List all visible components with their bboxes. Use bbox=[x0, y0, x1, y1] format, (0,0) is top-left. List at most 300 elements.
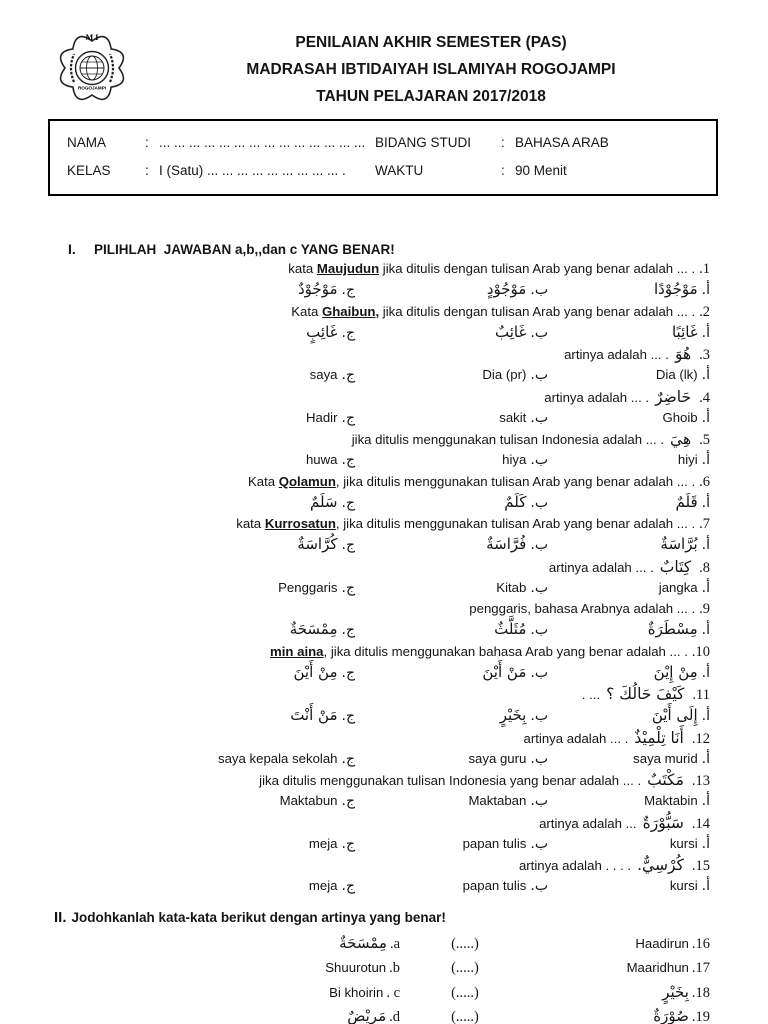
option-c bbox=[60, 322, 355, 344]
option-c-letter: .ج bbox=[341, 750, 355, 767]
option-a-letter: .أ bbox=[701, 452, 710, 468]
options-row bbox=[60, 578, 710, 599]
option-b bbox=[355, 705, 548, 727]
option-b bbox=[355, 534, 548, 556]
question-line bbox=[60, 387, 710, 408]
match-number: .16 bbox=[691, 935, 710, 952]
document-header bbox=[48, 28, 718, 113]
match-option-letter: . c bbox=[386, 984, 400, 1001]
question-number: .12 bbox=[691, 730, 710, 747]
option-a-text: kursi bbox=[669, 878, 698, 893]
match-answer-blank: (.....) bbox=[451, 1009, 479, 1024]
option-c-text: مَنْ أَنْتَ bbox=[290, 706, 338, 724]
option-c-letter: .ج bbox=[341, 494, 355, 511]
option-a-text: Dia (lk) bbox=[655, 367, 698, 382]
nama-colon: : bbox=[145, 135, 149, 150]
question-number: .15 bbox=[691, 858, 710, 874]
match-numbered-item bbox=[530, 981, 710, 1006]
question-block bbox=[60, 684, 710, 727]
kelas-label: KELAS bbox=[67, 163, 111, 178]
question-text-post: artinya adalah ... bbox=[539, 815, 637, 831]
option-b-letter: .ب bbox=[530, 664, 548, 681]
match-option-item bbox=[60, 956, 400, 981]
option-b-letter: .ب bbox=[530, 622, 548, 638]
option-a bbox=[548, 834, 710, 855]
question-block bbox=[60, 599, 710, 641]
waktu-value: 90 Menit bbox=[515, 163, 567, 178]
option-b-text: sakit bbox=[499, 409, 527, 425]
option-c bbox=[60, 534, 355, 556]
question-number: .13 bbox=[691, 773, 710, 789]
option-c-letter: .ج bbox=[341, 282, 355, 298]
section-1-heading bbox=[60, 241, 710, 257]
section-1-title: PILIHLAH JAWABAN a,b,,dan c YANG BENAR! bbox=[94, 242, 395, 257]
question-text bbox=[469, 599, 695, 619]
option-c-text: Hadir bbox=[305, 409, 338, 425]
options-row bbox=[60, 876, 710, 897]
question-text-post: penggaris, bahasa Arabnya adalah ... . bbox=[469, 601, 696, 616]
option-c-text: كُرَّاسَةٌ bbox=[297, 535, 338, 553]
option-c-text: غَائِبٍ bbox=[306, 322, 338, 341]
match-number: .17 bbox=[691, 960, 710, 976]
option-a-letter: .أ bbox=[701, 494, 710, 511]
question-block bbox=[60, 472, 710, 514]
option-a-letter: .أ bbox=[701, 409, 710, 426]
question-line bbox=[60, 684, 710, 705]
option-b-text: hiya bbox=[502, 452, 527, 467]
option-c-letter: .ج bbox=[341, 622, 355, 638]
option-c bbox=[60, 365, 355, 386]
question-arabic-term: أَنَا تِلْمِيْذٌ bbox=[634, 728, 684, 747]
option-c-text: Penggaris bbox=[278, 579, 338, 595]
option-c-text: meja bbox=[308, 878, 338, 893]
section-2-heading bbox=[54, 909, 710, 926]
option-a-letter: .أ bbox=[701, 324, 710, 341]
question-line bbox=[60, 599, 710, 619]
question-line bbox=[60, 813, 710, 834]
option-c bbox=[60, 450, 355, 471]
option-c bbox=[60, 834, 355, 855]
question-text-post: jika ditulis menggunakan tulisan Indonesia adalah ... . bbox=[351, 432, 665, 447]
question-text-post: , jika ditulis menggunakan tulisan Arab yang benar adalah ... . bbox=[335, 516, 696, 531]
question-keyword: Qolamun bbox=[278, 473, 336, 489]
section-2-numeral: II. bbox=[54, 908, 67, 926]
kelas-colon: : bbox=[145, 163, 149, 178]
question-text bbox=[352, 430, 664, 450]
option-b bbox=[355, 578, 548, 599]
school-logo-emblem bbox=[48, 28, 136, 108]
title-line-1: PENILAIAN AKHIR SEMESTER (PAS) bbox=[295, 34, 567, 51]
option-b-letter: .ب bbox=[530, 452, 548, 468]
match-numbered-item bbox=[530, 1005, 710, 1024]
option-a bbox=[548, 322, 710, 344]
option-b-letter: .ب bbox=[530, 878, 548, 894]
question-line bbox=[60, 429, 710, 450]
question-number: .14 bbox=[691, 815, 710, 832]
option-c-text: مِنْ أَيْنَ bbox=[293, 662, 338, 681]
option-b-letter: .ب bbox=[530, 835, 548, 852]
logo-top-text: M I bbox=[85, 33, 99, 42]
option-a-letter: .أ bbox=[701, 579, 710, 596]
options-row bbox=[60, 450, 710, 471]
option-a-letter: .أ bbox=[701, 537, 710, 553]
question-arabic-term: كَيْفَ حَالُكَ ؟ bbox=[606, 685, 685, 703]
match-answer-blank: (.....) bbox=[451, 984, 479, 1001]
question-text bbox=[270, 642, 688, 662]
question-text bbox=[582, 685, 600, 705]
question-block bbox=[60, 813, 710, 855]
question-text bbox=[236, 514, 695, 534]
option-a-letter: .أ bbox=[701, 878, 710, 894]
match-option-text: مِمْسَحَةٌ bbox=[339, 933, 387, 952]
option-a-letter: .أ bbox=[701, 708, 710, 724]
option-b-letter: .ب bbox=[530, 793, 548, 809]
option-b bbox=[355, 619, 548, 641]
options-row bbox=[60, 791, 710, 812]
question-text-pre: Kata bbox=[291, 303, 322, 319]
option-b-text: Dia (pr) bbox=[482, 367, 527, 382]
option-b bbox=[355, 749, 548, 770]
document-title-block bbox=[144, 28, 718, 113]
bidang-colon: : bbox=[501, 135, 505, 150]
question-block bbox=[60, 855, 710, 897]
question-keyword: Kurrosatun bbox=[264, 516, 336, 531]
question-text bbox=[259, 771, 641, 791]
question-number: .6 bbox=[699, 473, 710, 490]
option-c-letter: .ج bbox=[341, 537, 355, 553]
matching-row bbox=[60, 1005, 710, 1024]
kelas-value: I (Satu) ... ... ... ... ... ... ... ... ... . bbox=[159, 163, 346, 178]
question-text-post: artinya adalah ... . bbox=[548, 559, 654, 575]
section-2-title: Jodohkanlah kata-kata berikut dengan artinya yang benar! bbox=[71, 909, 446, 925]
option-c-text: saya kepala sekolah bbox=[218, 750, 338, 766]
option-c-text: saya bbox=[309, 367, 338, 382]
options-row bbox=[60, 322, 710, 344]
option-b-letter: .ب bbox=[530, 324, 548, 341]
option-b-text: papan tulis bbox=[462, 878, 527, 893]
options-row bbox=[60, 749, 710, 770]
option-c bbox=[60, 749, 355, 770]
option-b-letter: .ب bbox=[530, 409, 548, 426]
question-number: .9 bbox=[699, 601, 710, 617]
question-text-post: jika ditulis dengan tulisan Arab yang benar adalah ... . bbox=[379, 303, 696, 319]
question-line bbox=[60, 472, 710, 492]
question-text bbox=[539, 814, 637, 834]
question-keyword: Ghaibun, bbox=[321, 303, 380, 319]
option-c-text: Maktabun bbox=[279, 793, 338, 808]
match-option-item bbox=[60, 932, 400, 957]
option-b-letter: .ب bbox=[530, 282, 548, 298]
match-option-letter: .b bbox=[389, 960, 400, 976]
match-number: .18 bbox=[691, 984, 710, 1001]
option-c-letter: .ج bbox=[341, 708, 355, 724]
question-number: .8 bbox=[699, 559, 710, 576]
option-a bbox=[548, 408, 710, 429]
option-b-text: كَلَمٌ bbox=[504, 492, 527, 511]
question-block bbox=[60, 429, 710, 471]
question-number: .4 bbox=[699, 389, 710, 406]
option-a-text: Ghoib bbox=[662, 409, 698, 425]
question-text-pre: kata bbox=[236, 516, 265, 531]
option-b-text: فُرَّاسَةٌ bbox=[486, 535, 527, 553]
option-c bbox=[60, 662, 355, 684]
question-number: .3 bbox=[699, 347, 710, 363]
option-b bbox=[355, 662, 548, 684]
option-b-letter: .ب bbox=[530, 579, 548, 596]
options-row bbox=[60, 492, 710, 514]
question-line bbox=[60, 557, 710, 578]
option-a-letter: .أ bbox=[701, 282, 710, 298]
option-a bbox=[548, 619, 710, 641]
option-a-text: مَوْجُوْدًا bbox=[654, 280, 698, 298]
option-c-letter: .ج bbox=[341, 664, 355, 681]
option-c bbox=[60, 408, 355, 429]
question-arabic-term: كُرْسِيٌّ. bbox=[637, 856, 684, 874]
match-numbered-text: صُوْرَةٌ bbox=[653, 1007, 689, 1024]
option-a-text: إِلَى أَيْنَ bbox=[651, 706, 698, 724]
student-info-box bbox=[48, 119, 718, 196]
option-a-text: hiyi bbox=[677, 452, 698, 467]
option-c bbox=[60, 619, 355, 641]
option-b bbox=[355, 279, 548, 301]
matching-row bbox=[60, 932, 710, 957]
option-b-letter: .ب bbox=[530, 708, 548, 724]
option-a bbox=[548, 749, 710, 770]
exam-body bbox=[54, 241, 710, 1024]
option-c-letter: .ج bbox=[341, 579, 355, 596]
question-arabic-term: سَبُّوْرَةٌ bbox=[642, 813, 684, 832]
question-text bbox=[524, 729, 629, 749]
option-a-text: بُرَّاسَةٌ bbox=[660, 535, 698, 553]
options-row bbox=[60, 705, 710, 727]
option-b-text: papan tulis bbox=[462, 835, 527, 851]
question-arabic-term: حَاضِرٌ bbox=[655, 387, 692, 406]
question-block bbox=[60, 770, 710, 812]
question-block bbox=[60, 728, 710, 770]
nama-blank: ... ... ... ... ... ... ... ... ... ... ... ... ... ... bbox=[159, 135, 366, 150]
question-text-post: artinya adalah ... . bbox=[564, 347, 669, 362]
matching-row bbox=[60, 956, 710, 981]
match-option-item bbox=[60, 981, 400, 1006]
option-c-letter: .ج bbox=[341, 878, 355, 894]
option-b bbox=[355, 365, 548, 386]
option-a-text: غَائِبًا bbox=[671, 322, 698, 341]
option-a bbox=[548, 534, 710, 556]
option-b-text: مُثَلَّثٌ bbox=[494, 620, 527, 638]
options-row bbox=[60, 279, 710, 301]
option-a-letter: .أ bbox=[701, 664, 710, 681]
nama-label: NAMA bbox=[67, 135, 107, 150]
option-a bbox=[548, 791, 710, 812]
option-c-text: meja bbox=[308, 835, 338, 851]
question-number: .7 bbox=[699, 516, 710, 532]
option-c-letter: .ج bbox=[341, 452, 355, 468]
matching-exercise bbox=[60, 932, 710, 1024]
question-text-post: jika ditulis dengan tulisan Arab yang benar adalah ... . bbox=[379, 261, 696, 276]
options-row bbox=[60, 408, 710, 429]
title-line-2: MADRASAH IBTIDAIYAH ISLAMIYAH ROGOJAMPI bbox=[246, 61, 616, 78]
option-a-letter: .أ bbox=[701, 750, 710, 767]
option-a bbox=[548, 279, 710, 301]
question-text bbox=[519, 856, 631, 876]
option-c-text: مِمْسَحَةٌ bbox=[289, 620, 338, 638]
school-logo bbox=[48, 28, 144, 113]
option-c-text: سَلَمٌ bbox=[309, 492, 338, 511]
title-line-3: TAHUN PELAJARAN 2017/2018 bbox=[316, 88, 546, 105]
question-text bbox=[564, 345, 669, 365]
match-numbered-item bbox=[530, 956, 710, 981]
logo-bottom-text: ROGOJAMPI bbox=[77, 85, 107, 91]
match-numbered-text: Maaridhun bbox=[626, 960, 689, 975]
question-block bbox=[60, 642, 710, 684]
question-text-post: artinya adalah ... . bbox=[544, 389, 650, 405]
question-line bbox=[60, 770, 710, 791]
option-c-letter: .ج bbox=[341, 409, 355, 426]
question-arabic-term: مَكْتَبٌ bbox=[647, 771, 684, 789]
option-b-text: Maktaban bbox=[468, 793, 527, 808]
option-a-text: مِسْطَرَةٌ bbox=[647, 620, 698, 638]
question-number: .5 bbox=[699, 432, 710, 448]
question-keyword: Maujudun bbox=[316, 261, 380, 276]
option-a bbox=[548, 876, 710, 897]
question-line bbox=[60, 514, 710, 534]
match-option-text: مَرِيْضٌ bbox=[347, 1007, 387, 1024]
option-c-letter: .ج bbox=[341, 793, 355, 809]
waktu-colon: : bbox=[501, 163, 505, 178]
question-block bbox=[60, 259, 710, 301]
option-a-letter: .أ bbox=[701, 622, 710, 638]
question-arabic-term: هُوَ bbox=[674, 345, 692, 363]
option-b bbox=[355, 834, 548, 855]
question-text bbox=[288, 259, 695, 279]
option-b-text: Kitab bbox=[496, 579, 527, 595]
option-b-text: مَوْجُوْدٍ bbox=[486, 280, 527, 298]
option-a bbox=[548, 450, 710, 471]
question-line bbox=[60, 259, 710, 279]
option-b-text: غَائِبٌ bbox=[495, 322, 527, 341]
option-b-text: saya guru bbox=[468, 750, 527, 766]
waktu-label: WAKTU bbox=[375, 163, 424, 178]
question-arabic-term: هِيَ bbox=[670, 430, 692, 448]
bidang-studi-label: BIDANG STUDI bbox=[375, 135, 472, 150]
option-c-text: huwa bbox=[305, 452, 338, 467]
option-a-text: kursi bbox=[669, 835, 698, 851]
option-a bbox=[548, 662, 710, 684]
option-a-text: jangka bbox=[658, 579, 698, 595]
option-b-letter: .ب bbox=[530, 367, 548, 383]
question-arabic-term: كِتَابٌ bbox=[659, 557, 692, 576]
option-b-letter: .ب bbox=[530, 494, 548, 511]
match-option-letter: .a bbox=[389, 935, 400, 952]
option-a-text: Maktabin bbox=[644, 793, 698, 808]
match-number: .19 bbox=[691, 1009, 710, 1024]
option-b bbox=[355, 322, 548, 344]
option-a-letter: .أ bbox=[701, 793, 710, 809]
option-a-text: saya murid bbox=[633, 750, 698, 766]
option-b-letter: .ب bbox=[530, 537, 548, 553]
option-a-letter: .أ bbox=[701, 835, 710, 852]
question-text-post: artinya adalah ... . bbox=[523, 730, 629, 746]
option-a-text: قَلَمٌ bbox=[675, 492, 698, 511]
question-text-post: jika ditulis menggunakan tulisan Indonesia yang benar adalah ... . bbox=[259, 773, 642, 788]
option-c bbox=[60, 876, 355, 897]
question-number: .1 bbox=[699, 261, 710, 277]
question-text-pre: Kata bbox=[247, 473, 279, 489]
option-a-letter: .أ bbox=[701, 367, 710, 383]
option-c bbox=[60, 791, 355, 812]
question-text-post: , jika ditulis menggunakan tulisan Arab yang benar adalah ... . bbox=[335, 473, 696, 489]
bidang-studi-value: BAHASA ARAB bbox=[515, 135, 609, 150]
option-b bbox=[355, 492, 548, 514]
option-c-letter: .ج bbox=[341, 324, 355, 341]
option-a bbox=[548, 492, 710, 514]
question-text bbox=[248, 472, 695, 492]
question-text bbox=[291, 302, 695, 322]
option-c bbox=[60, 279, 355, 301]
match-answer-blank: (.....) bbox=[451, 935, 479, 952]
option-c bbox=[60, 578, 355, 599]
option-b-text: بِخَيْرٍ bbox=[499, 706, 527, 724]
question-text-post: artinya adalah . . . . bbox=[518, 858, 632, 873]
option-a-text: مِنْ إِيْنَ bbox=[653, 662, 698, 681]
question-block bbox=[60, 344, 710, 386]
option-b-letter: .ب bbox=[530, 750, 548, 767]
question-number: .10 bbox=[691, 643, 710, 660]
match-numbered-item bbox=[530, 932, 710, 957]
question-line bbox=[60, 302, 710, 322]
option-a bbox=[548, 578, 710, 599]
match-option-text: Bi khoirin bbox=[329, 984, 384, 1000]
option-c-letter: .ج bbox=[341, 367, 355, 383]
question-keyword: min aina bbox=[270, 643, 324, 659]
options-row bbox=[60, 365, 710, 386]
option-b bbox=[355, 876, 548, 897]
option-c bbox=[60, 705, 355, 727]
question-text-post: . ... bbox=[581, 687, 601, 702]
section-1-numeral: I. bbox=[68, 241, 76, 257]
question-line bbox=[60, 642, 710, 662]
question-text-pre: kata bbox=[288, 261, 317, 276]
question-number: .2 bbox=[699, 303, 710, 320]
options-row bbox=[60, 834, 710, 855]
option-b bbox=[355, 791, 548, 812]
match-option-item bbox=[60, 1005, 400, 1024]
option-a bbox=[548, 365, 710, 386]
options-row bbox=[60, 619, 710, 641]
option-c bbox=[60, 492, 355, 514]
question-block bbox=[60, 514, 710, 556]
question-text bbox=[544, 388, 649, 408]
match-answer-blank: (.....) bbox=[451, 960, 479, 976]
option-c-text: مَوْجُوْدٌ bbox=[298, 280, 338, 298]
match-option-letter: .d bbox=[389, 1009, 400, 1024]
question-line bbox=[60, 728, 710, 749]
matching-row bbox=[60, 981, 710, 1006]
question-number: .11 bbox=[692, 687, 710, 703]
option-b bbox=[355, 408, 548, 429]
options-row bbox=[60, 662, 710, 684]
option-b-text: مَنْ أَيْنَ bbox=[482, 662, 527, 681]
match-option-text: Shuurotun bbox=[325, 960, 387, 975]
question-block bbox=[60, 302, 710, 344]
question-text bbox=[549, 558, 654, 578]
question-text-post: , jika ditulis menggunakan bahasa Arab yang benar adalah ... . bbox=[323, 643, 688, 659]
question-line bbox=[60, 855, 710, 876]
question-line bbox=[60, 344, 710, 365]
match-numbered-text: بِخَيْرٍ bbox=[662, 982, 689, 1001]
option-a bbox=[548, 705, 710, 727]
option-c-letter: .ج bbox=[341, 835, 355, 852]
